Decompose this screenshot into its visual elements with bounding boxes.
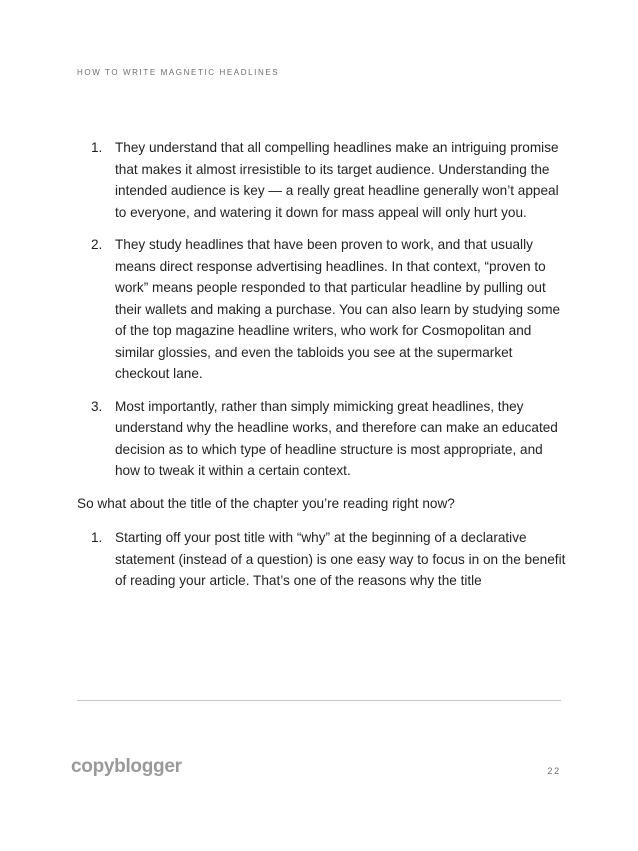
list-item-text: Starting off your post title with “why” at the beginning of a declarative statement (instead of a question) is one easy way to focus in on the benefit of reading your article. That’s one of the reasons why the title xyxy=(115,530,566,588)
numbered-list-secondary xyxy=(77,527,567,592)
list-item-number: 3. xyxy=(91,398,103,414)
list-item-text: Most importantly, rather than simply mimicking great headlines, they understand why the headline works, and therefore can make an educated decision as to which type of headline structure is most appropriate, and how to tweak it within a certain context. xyxy=(115,398,558,478)
page-number: 22 xyxy=(547,766,561,776)
list-item-number: 1. xyxy=(91,530,103,545)
list-item xyxy=(77,137,567,223)
numbered-list-primary xyxy=(77,137,567,482)
footer-divider xyxy=(77,700,561,701)
list-item-text: They study headlines that have been proven to work, and that usually means direct response advertising headlines. In that context, “proven to work” means people responded to that particular headline by pulling out their wallets and making a purchase. You can also learn by studying some of the top magazine headline writers, who work for Cosmopolitan and similar glossies, and even the tabloids you see at the supermarket checkout lane. xyxy=(115,237,561,381)
page-body xyxy=(77,137,567,603)
list-item-text: They understand that all compelling headlines make an intriguing promise that makes it almost irresistible to its target audience. Understanding the intended audience is key — a really great headline generally won’t appeal to everyone, and watering it down for mass appeal will only hurt you. xyxy=(115,140,559,220)
copyblogger-logo: copyblogger xyxy=(71,756,182,777)
running-header: HOW TO WRITE MAGNETIC HEADLINES xyxy=(77,68,280,77)
list-item-number: 1. xyxy=(91,140,103,155)
list-item xyxy=(77,234,567,385)
body-paragraph: So what about the title of the chapter you’re reading right now? xyxy=(77,495,455,511)
list-item xyxy=(77,396,567,482)
list-item xyxy=(77,527,567,592)
list-item-number: 2. xyxy=(91,237,103,252)
